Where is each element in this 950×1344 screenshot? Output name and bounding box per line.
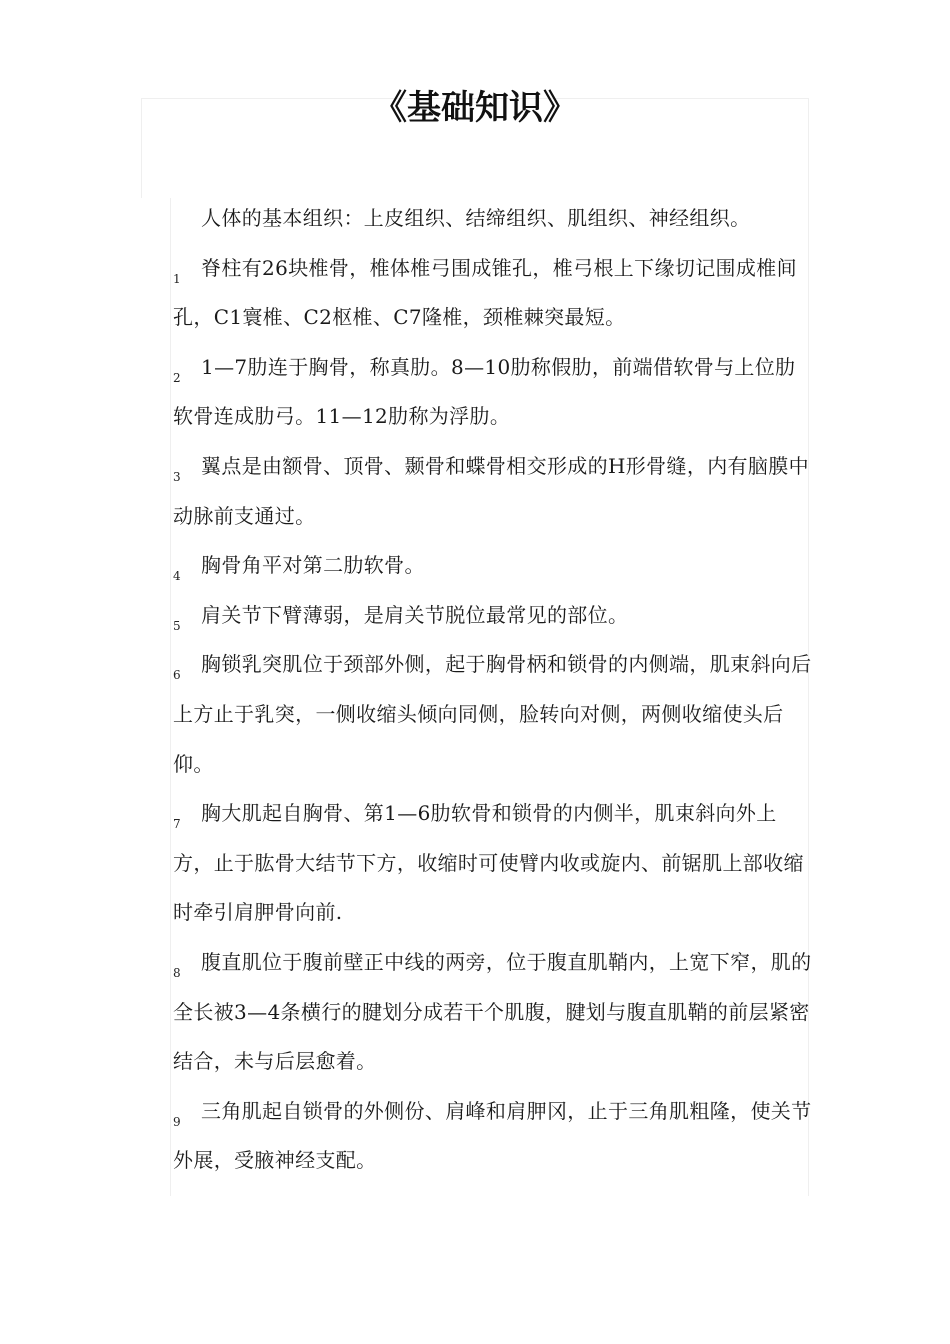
item-number: 6	[173, 668, 181, 683]
intro-paragraph	[173, 194, 813, 244]
item-text: 三角肌起自锁骨的外侧份、肩峰和肩胛冈，止于三角肌粗隆，使关节外展，受腋神经支配。	[173, 1098, 812, 1173]
list-item	[173, 789, 813, 938]
item-number: 9	[173, 1114, 181, 1129]
list-item	[173, 591, 813, 641]
page-title: 《基础知识》	[373, 88, 577, 128]
item-text: 腹直肌位于腹前壁正中线的两旁，位于腹直肌鞘内，上宽下窄，肌的全长被3—4条横行的腱划分成若干个肌腹，腱划与腹直肌鞘的前层紧密结合，未与后层愈着。	[173, 949, 812, 1074]
item-number: 1	[173, 271, 181, 286]
item-number: 2	[173, 370, 181, 385]
list-item	[173, 244, 813, 343]
list-item	[173, 1087, 813, 1186]
document-body	[173, 194, 813, 1186]
list-item	[173, 343, 813, 442]
item-text: 脊柱有26块椎骨，椎体椎弓围成锥孔，椎弓根上下缘切记围成椎间孔，C1寰椎、C2枢椎、C7隆椎，颈椎棘突最短。	[173, 255, 797, 330]
item-number: 7	[173, 817, 181, 832]
item-text: 胸锁乳突肌位于颈部外侧，起于胸骨柄和锁骨的内侧端，肌束斜向后上方止于乳突，一侧收缩头倾向同侧，脸转向对侧，两侧收缩使头后仰。	[173, 652, 812, 776]
item-text: 1—7肋连于胸骨，称真肋。8—10肋称假肋，前端借软骨与上位肋软骨连成肋弓。11—12肋称为浮肋。	[173, 354, 796, 429]
item-text: 胸骨角平对第二肋软骨。	[201, 553, 425, 578]
item-number: 5	[173, 618, 181, 633]
list-item	[173, 640, 813, 789]
item-text: 翼点是由额骨、顶骨、颞骨和蝶骨相交形成的H形骨缝，内有脑膜中动脉前支通过。	[173, 453, 809, 528]
list-item	[173, 541, 813, 591]
list-item	[173, 938, 813, 1087]
list-item	[173, 442, 813, 541]
intro-text: 人体的基本组织：上皮组织、结缔组织、肌组织、神经组织。	[201, 206, 751, 230]
item-number: 4	[173, 569, 181, 584]
item-number: 3	[173, 469, 181, 484]
item-text: 胸大肌起自胸骨、第1—6肋软骨和锁骨的内侧半，肌束斜向外上方，止于肱骨大结节下方，收缩时可使臂内收或旋内、前锯肌上部收缩时牵引肩胛骨向前.	[173, 801, 804, 925]
item-text: 肩关节下臂薄弱，是肩关节脱位最常见的部位。	[201, 602, 629, 627]
item-number: 8	[173, 965, 181, 980]
